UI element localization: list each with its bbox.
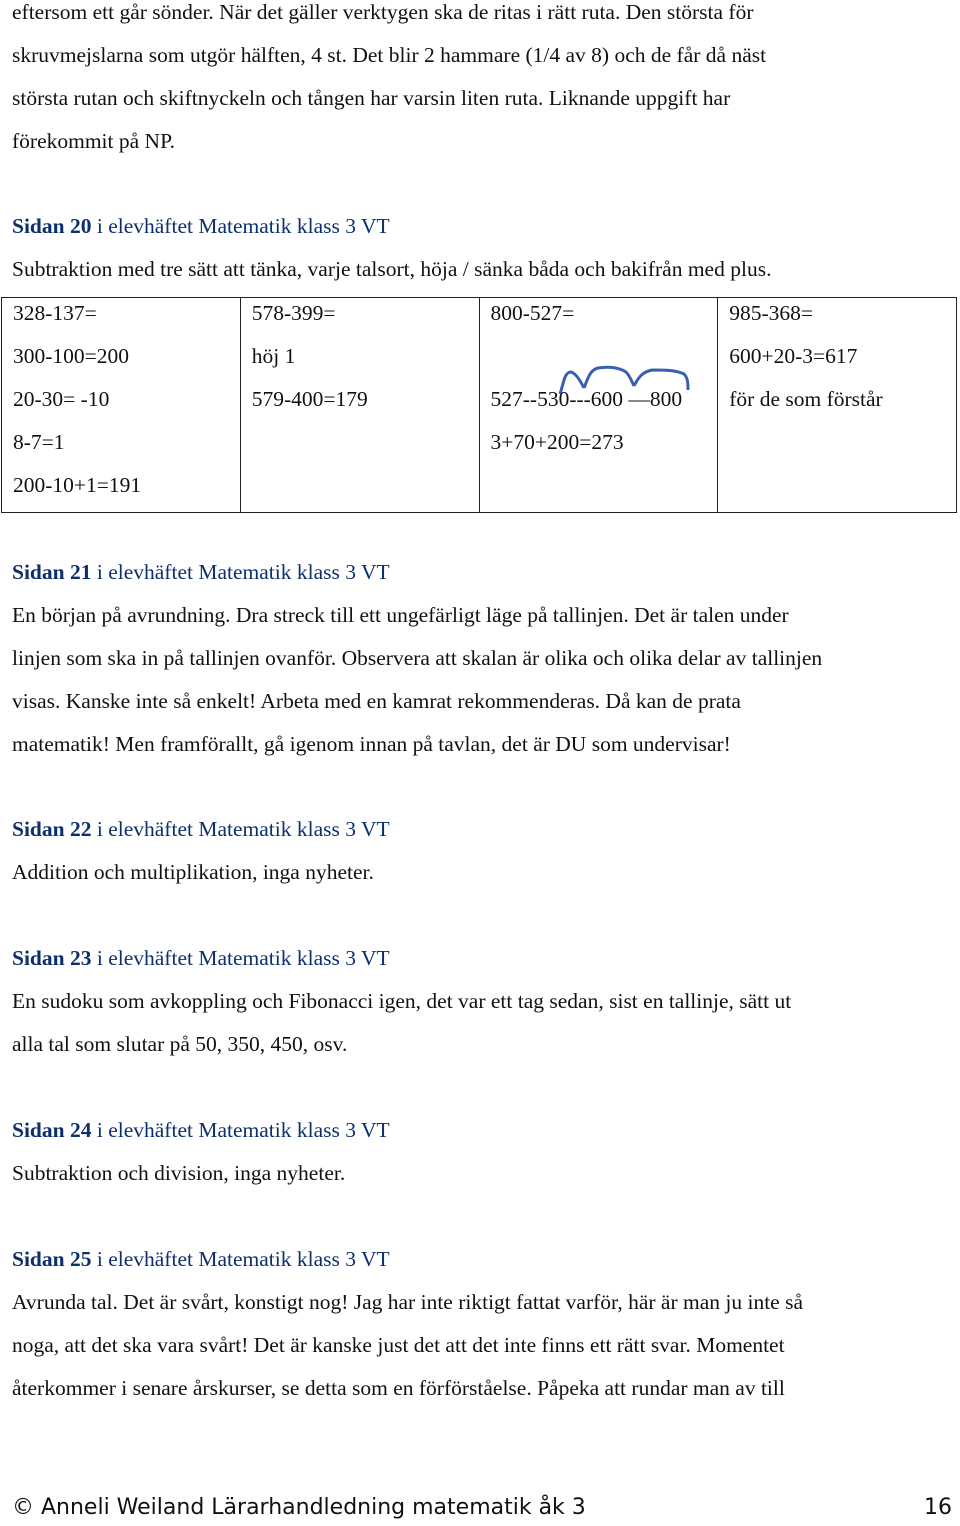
cell-line: 985-368= bbox=[729, 301, 814, 325]
section-body-line: Addition och multiplikation, inga nyheter. bbox=[12, 860, 374, 884]
cell-line: 8-7=1 bbox=[13, 430, 65, 454]
section-heading bbox=[12, 1249, 390, 1271]
section-body-line: matematik! Men framförallt, gå igenom innan på tavlan, det är DU som undervisar! bbox=[12, 732, 731, 756]
table-cell-col3 bbox=[479, 298, 718, 513]
page-number: 16 bbox=[924, 1495, 952, 1520]
section-body-line: Subtraktion och division, inga nyheter. bbox=[12, 1161, 346, 1185]
heading-page-number: Sidan 25 bbox=[12, 1247, 92, 1271]
heading-page-number: Sidan 21 bbox=[12, 560, 92, 584]
subtraction-examples-table bbox=[1, 297, 957, 513]
intro-line: skruvmejslarna som utgör hälften, 4 st. Det blir 2 hammare (1/4 av 8) och de får då näst bbox=[12, 43, 767, 67]
cell-line: 300-100=200 bbox=[13, 344, 130, 368]
heading-page-number: Sidan 22 bbox=[12, 817, 92, 841]
cell-line: 20-30= -10 bbox=[13, 387, 110, 411]
intro-line: förekommit på NP. bbox=[12, 129, 176, 153]
cell-line: 328-137= bbox=[13, 301, 97, 325]
section-body-line: Avrunda tal. Det är svårt, konstigt nog! Jag har inte riktigt fattat varför, här är man ju inte så bbox=[12, 1290, 804, 1314]
section-heading bbox=[12, 819, 390, 841]
section-heading bbox=[12, 562, 390, 584]
section-body-line: noga, att det ska vara svårt! Det är kanske just det att det inte finns ett rätt svar. Momentet bbox=[12, 1333, 785, 1357]
section-body-line: En sudoku som avkoppling och Fibonacci igen, det var ett tag sedan, sist en tallinje, sätt ut bbox=[12, 989, 792, 1013]
section-heading bbox=[12, 948, 390, 970]
heading-text: i elevhäftet Matematik klass 3 VT bbox=[91, 817, 390, 841]
intro-line: största rutan och skiftnyckeln och tången har varsin liten ruta. Liknande uppgift har bbox=[12, 86, 731, 110]
section-body-line: En början på avrundning. Dra streck till ett ungefärligt läge på tallinjen. Det är talen under bbox=[12, 603, 789, 627]
heading-text: i elevhäftet Matematik klass 3 VT bbox=[91, 214, 390, 238]
heading-text: i elevhäftet Matematik klass 3 VT bbox=[91, 1118, 390, 1142]
section-heading bbox=[12, 1120, 390, 1142]
cell-line: 800-527= bbox=[490, 301, 575, 325]
section-body-line: återkommer i senare årskurser, se detta som en förförståelse. Påpeka att rundar man av till bbox=[12, 1376, 785, 1400]
cell-line: 578-399= bbox=[251, 301, 336, 325]
cell-line: 200-10+1=191 bbox=[13, 473, 142, 497]
section-body-line: visas. Kanske inte så enkelt! Arbeta med en kamrat rekommenderas. Då kan de prata bbox=[12, 689, 741, 713]
cell-line: 527--530---600 —800 bbox=[490, 387, 683, 411]
heading-text: i elevhäftet Matematik klass 3 VT bbox=[91, 560, 390, 584]
cell-line: höj 1 bbox=[251, 344, 296, 368]
section-body-line: linjen som ska in på tallinjen ovanför. Observera att skalan är olika och olika delar av tallinjen bbox=[12, 646, 823, 670]
section-body-line: Subtraktion med tre sätt att tänka, varje talsort, höja / sänka båda och bakifrån med plus. bbox=[12, 257, 772, 281]
section-body-line: alla tal som slutar på 50, 350, 450, osv. bbox=[12, 1032, 348, 1056]
section-heading bbox=[12, 216, 390, 238]
page-footer-copyright: © Anneli Weiland Lärarhandledning matematik åk 3 bbox=[12, 1495, 586, 1520]
table-cell-col4 bbox=[718, 298, 957, 513]
heading-text: i elevhäftet Matematik klass 3 VT bbox=[91, 1247, 390, 1271]
intro-line: eftersom ett går sönder. När det gäller verktygen ska de ritas i rätt ruta. Den största för bbox=[12, 0, 754, 24]
table-cell-col2 bbox=[240, 298, 479, 513]
heading-text: i elevhäftet Matematik klass 3 VT bbox=[91, 946, 390, 970]
cell-line: 3+70+200=273 bbox=[490, 430, 624, 454]
heading-page-number: Sidan 20 bbox=[12, 214, 92, 238]
table-cell-col1 bbox=[2, 298, 241, 513]
cell-line: för de som förstår bbox=[729, 387, 883, 411]
cell-line: 579-400=179 bbox=[251, 387, 368, 411]
heading-page-number: Sidan 23 bbox=[12, 946, 92, 970]
cell-line: 600+20-3=617 bbox=[729, 344, 858, 368]
heading-page-number: Sidan 24 bbox=[12, 1118, 92, 1142]
